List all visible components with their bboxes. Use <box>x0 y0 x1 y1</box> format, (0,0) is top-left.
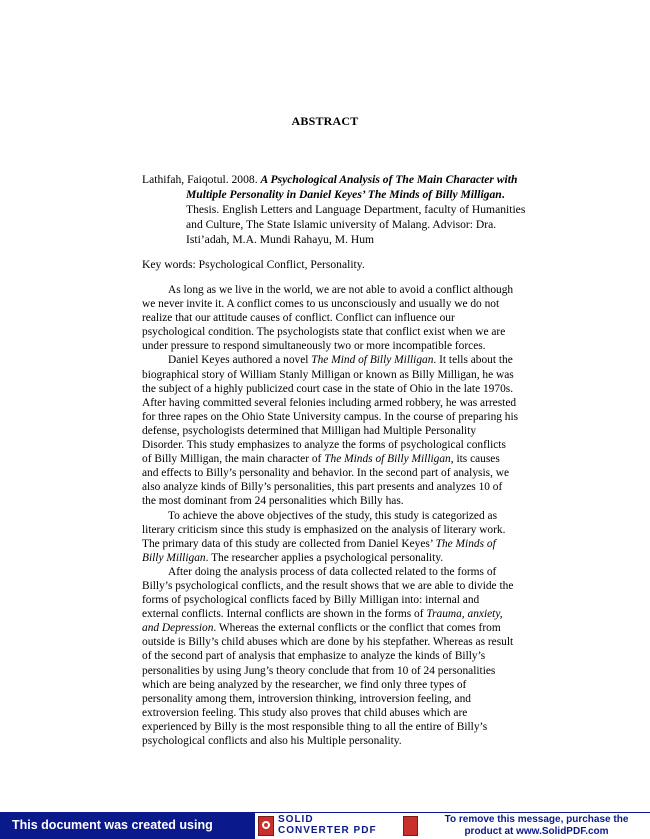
logo-line1: SOLID <box>278 814 314 825</box>
body-line: defense, psychologists determined that Milligan had Multiple Personality <box>142 424 477 437</box>
body-line: outside is Billy’s child abuses which are done by his stepfather. Whereas as result <box>142 636 514 649</box>
italic-term: Trauma, anxiety, <box>426 608 503 621</box>
body-line: As long as we live in the world, we are not able to avoid a conflict although <box>168 284 514 296</box>
citation-title-line2-wrap <box>186 187 542 202</box>
logo-text <box>278 814 406 837</box>
citation-author-year: Lathifah, Faiqotul. 2008. <box>142 173 258 186</box>
body-line: psychological conflicts and also his Multiple personality. <box>142 735 402 747</box>
body-line: of the second part of analysis that emphasize to analyze the kinds of Billy’s <box>142 650 486 663</box>
body-line: After having committed several felonies including armed robbery, he was arrested <box>142 396 517 409</box>
body-line <box>142 607 542 621</box>
citation-title-end: . <box>501 188 505 201</box>
citation-detail-3: Isti’adah, M.A. Mundi Rahayu, M. Hum <box>186 233 375 246</box>
body-line: To achieve the above objectives of the study, this study is categorized as <box>168 509 498 522</box>
body-line: Billy’s psychological conflicts, and the result shows that we are able to divide the <box>142 579 514 592</box>
body-line: realize that our attitude causes of conflict. Conflict can influence our <box>142 312 455 325</box>
pdf-document-icon <box>403 816 418 836</box>
footer-purchase-link[interactable] <box>423 812 650 839</box>
solid-converter-logo[interactable] <box>255 812 423 839</box>
footer-right-line1: To remove this message, purchase the <box>444 814 629 825</box>
body-text-run: of Billy Milligan, the main character of <box>142 453 325 466</box>
body-line: the most dominant from 24 personalities which Billy has. <box>142 495 404 508</box>
novel-title: Billy Milligan <box>142 551 206 564</box>
body-line: under pressure to respond simultaneously two or more incompatible forces. <box>142 340 486 353</box>
body-line: Disorder. This study emphasizes to analyze the forms of psychological conflicts <box>142 439 506 452</box>
pdf-document-icon <box>258 816 274 836</box>
italic-term: and Depression <box>142 622 214 635</box>
body-line <box>142 353 542 367</box>
body-line <box>142 621 542 635</box>
abstract-title: ABSTRACT <box>291 114 359 128</box>
citation-detail-1: Thesis. English Letters and Language Department, faculty of Humanities <box>186 203 526 216</box>
body-line: After doing the analysis process of data collected related to the forms of <box>168 565 497 578</box>
body-line: personality among them, introversion thinking, introversion feeling, and <box>142 692 471 705</box>
footer-right-line2: product at www.SolidPDF.com <box>464 826 609 837</box>
body-line <box>142 452 542 466</box>
body-line: for three rapes on the Ohio State University campus. In the course of preparing his <box>142 410 519 423</box>
footer-created-text: This document was created using <box>0 812 255 839</box>
body-text-run: , its causes <box>450 453 500 466</box>
body-line: biographical story of William Stanly Milligan or known as Billy Milligan, he was <box>142 368 514 381</box>
body-line: literary criticism since this study is emphasized on the analysis of literary work. <box>142 523 506 536</box>
citation-detail-2: and Culture, The State Islamic university of Malang. Advisor: Dra. <box>186 218 497 231</box>
body-line: forms of psychological conflicts faced by Billy Milligan into: internal and <box>142 594 480 607</box>
citation-title-line2: Multiple Personality in Daniel Keyes’ The Minds of Billy Milligan <box>186 188 502 201</box>
body-text-run: external conflicts. Internal conflicts are shown in the forms of <box>142 608 427 621</box>
body-line: experienced by Billy is the most responsible thing to all the entire of Billy’s <box>142 720 488 733</box>
body-line <box>142 551 542 565</box>
body-line <box>142 537 542 551</box>
citation-line1 <box>142 172 542 187</box>
novel-title: The Minds of Billy Milligan <box>324 453 451 466</box>
citation-title-line1: A Psychological Analysis of The Main Character with <box>260 173 518 186</box>
body-line: the subject of a highly publicized court case in the state of Ohio in the late 1970s. <box>142 382 514 395</box>
abstract-body <box>142 283 542 748</box>
body-text-run: . It tells about the <box>433 354 513 367</box>
body-line: which are being analyzed by the researcher, we find only three types of <box>142 678 467 691</box>
body-line: and effects to Billy’s personality and behavior. In the second part of analysis, we <box>142 467 510 480</box>
logo-line2: CONVERTER PDF <box>278 825 377 836</box>
citation-block <box>142 172 542 247</box>
body-line: also analyze kinds of Billy’s personalities, this part presents and analyzes 10 of <box>142 481 503 494</box>
body-text-run: Daniel Keyes authored a novel <box>168 354 312 367</box>
watermark-footer <box>0 812 650 839</box>
body-text-run: . The researcher applies a psychological personality. <box>205 551 444 564</box>
citation-indent <box>142 187 542 247</box>
body-line: extroversion feeling. This study also proves that child abuses which are <box>142 706 468 719</box>
keywords-line: Key words: Psychological Conflict, Personality. <box>142 258 365 271</box>
novel-title: The Minds of <box>435 537 496 550</box>
body-line: we never invite it. A conflict comes to us unconsciously and usually we do not <box>142 298 500 311</box>
novel-title: The Mind of Billy Milligan <box>311 354 434 367</box>
body-line: psychological condition. The psychologists state that conflict exist when we are <box>142 326 506 339</box>
body-text-run: . Whereas the external conflicts or the conflict that comes from <box>213 622 501 635</box>
body-text-run: The primary data of this study are collected from Daniel Keyes’ <box>142 537 436 550</box>
body-line: personalities by using Jung’s theory conclude that from 10 of 24 personalities <box>142 664 496 677</box>
